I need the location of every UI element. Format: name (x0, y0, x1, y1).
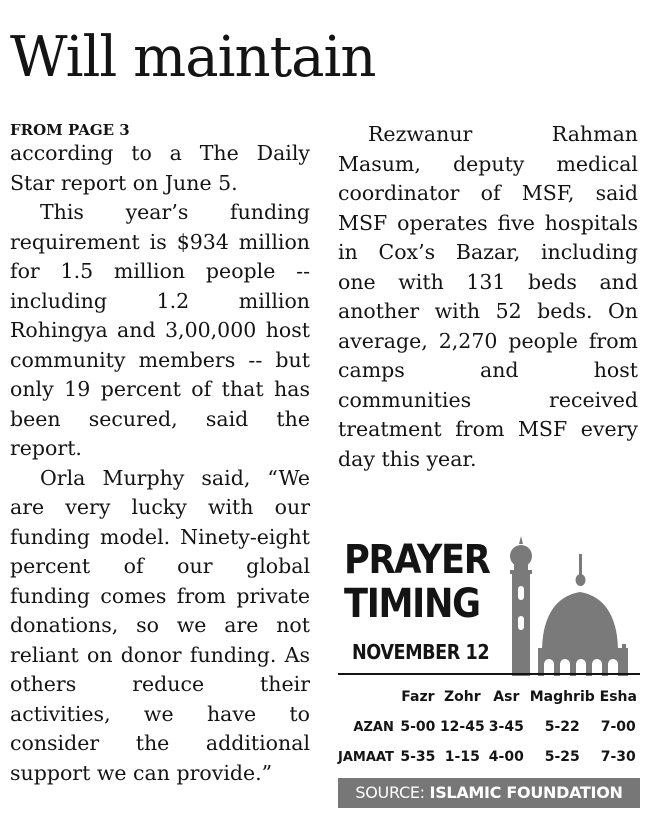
prayer-divider (338, 673, 640, 675)
prayer-table (338, 682, 640, 772)
time-cell: 5-35 (400, 749, 436, 765)
time-cell: 3-45 (488, 719, 524, 735)
column-header: Zohr (444, 689, 481, 705)
prayer-header-row (338, 682, 640, 712)
time-cell: 7-30 (600, 749, 636, 765)
row-label: AZAN (353, 719, 394, 735)
time-cell: 7-00 (600, 719, 636, 735)
paragraph: Orla Murphy said, “We are very lucky with our funding model. Ninety-eight percent of our global funding comes from private donations, so we are not reliant on donor funding. As others reduce their activities, we have to consider the additional support we can provide.” (10, 465, 310, 785)
table-row (338, 742, 640, 772)
time-cell: 12-45 (439, 719, 485, 735)
article-column-left (10, 120, 310, 788)
prayer-timing-box (338, 530, 640, 810)
row-label: JAMAAT (338, 749, 394, 765)
time-cell: 5-22 (544, 719, 580, 735)
kicker: FROM PAGE 3 (10, 121, 130, 139)
mosque-icon (498, 536, 638, 676)
paragraph: Rezwanur Rahman Masum, deputy medical coordinator of MSF, said MSF operates five hospitals in Cox’s Bazar, including one with 131 beds and another with 52 beds. On average, 2,270 people from camps and host communities received treatment from MSF every day this year. (338, 122, 638, 471)
time-cell: 4-00 (488, 749, 524, 765)
column-header: Asr (493, 689, 520, 705)
article-column-right (338, 120, 638, 474)
paragraph: according to a The Daily Star report on June 5. (10, 141, 310, 195)
table-row (338, 712, 640, 742)
header-spacer (338, 682, 396, 712)
paragraph: This year’s funding requirement is $934 million for 1.5 million people -- including 1.2 million Rohingya and 3,00,000 host community members -- but only 19 percent of that has been secured, said the report. (10, 200, 310, 460)
column-header: Maghrib (529, 689, 595, 705)
time-cell: 5-25 (544, 749, 580, 765)
source-name: ISLAMIC FOUNDATION (429, 783, 623, 802)
time-cell: 5-00 (400, 719, 436, 735)
prayer-date: NOVEMBER 12 (352, 640, 490, 664)
headline: Will maintain (10, 25, 376, 90)
source-label: SOURCE: (355, 783, 430, 802)
prayer-title-line1: PRAYER (344, 537, 490, 583)
column-header: Fazr (401, 689, 435, 705)
time-cell: 1-15 (444, 749, 480, 765)
source-bar (338, 778, 640, 808)
prayer-title-line2: TIMING (344, 581, 480, 627)
column-header: Esha (599, 689, 637, 705)
